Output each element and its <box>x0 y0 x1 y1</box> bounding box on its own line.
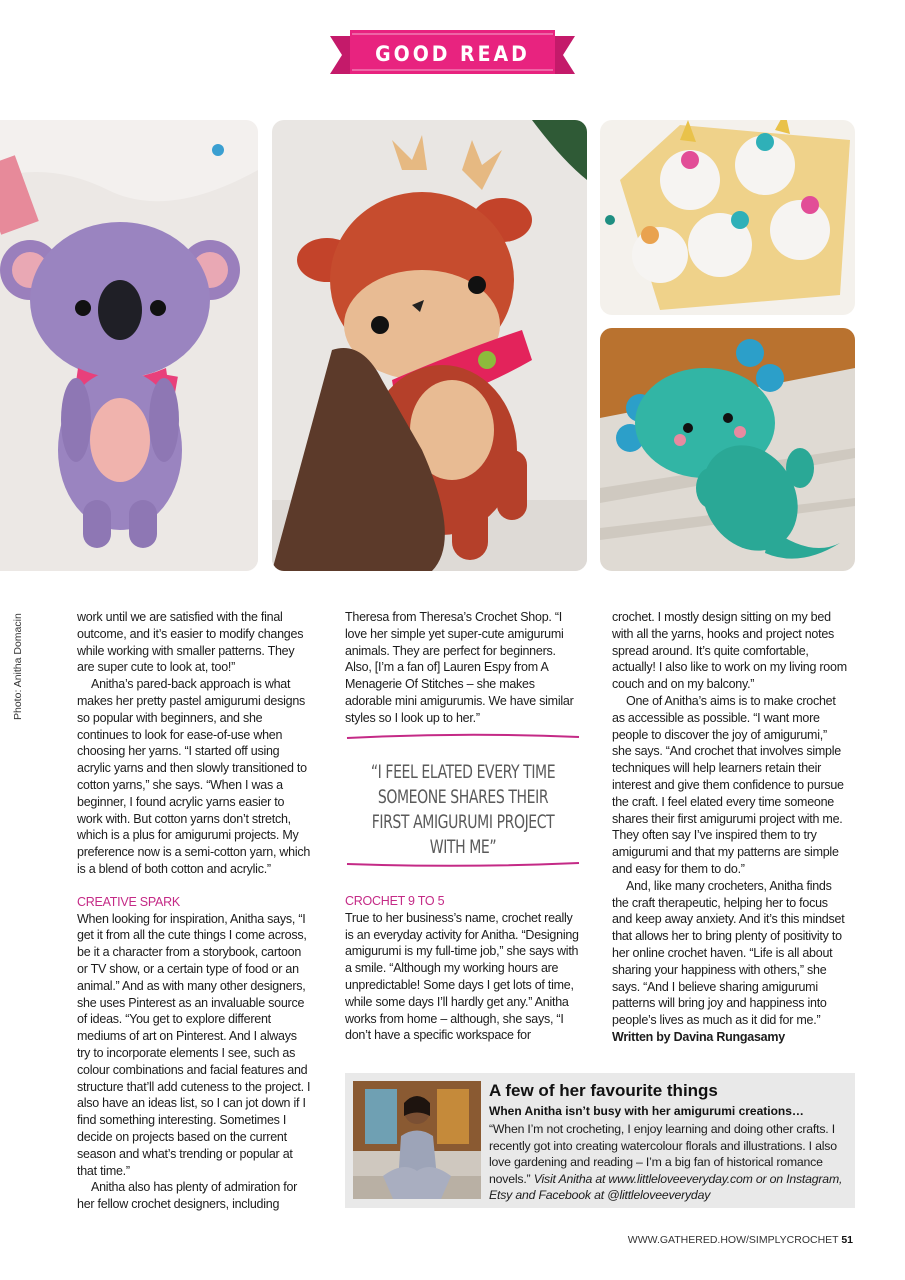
article-column-1 <box>77 609 312 1213</box>
pull-quote <box>345 730 581 870</box>
sidebar-quote: “When I’m not crocheting, I enjoy learning and doing other crafts. I recently got into creating watercolour florals and illustrations. I also love gardening and reading – I’m a big fan of historical romance novels.” <box>489 1122 837 1186</box>
article-column-3 <box>612 609 847 1046</box>
col1-paragraph-1: work until we are satisfied with the final outcome, and it’s easier to modify changes while working with smaller patterns. They are super cute to look at, too!” <box>77 610 304 675</box>
sidebar-visit-link[interactable]: Visit Anitha at www.littleloveeveryday.com or on Instagram, Etsy and Facebook at @littleloveeveryday <box>489 1171 843 1203</box>
sidebar-title: A few of her favourite things <box>489 1081 718 1100</box>
good-read-banner <box>330 30 575 78</box>
unicorn-amigurumi-photo <box>600 120 855 315</box>
col2-paragraph-1: Theresa from Theresa’s Crochet Shop. “I love her simple yet super-cute amigurumi animals. They are perfect for beginners. Also, [I’m a fan of] Lauren Espy from A Menagerie Of Stitches – she makes adorable mini amigurumis. We have similar styles so I look up to her.” <box>345 610 574 725</box>
subhead-creative-spark: CREATIVE SPARK <box>77 894 181 909</box>
favourite-things-box <box>345 1073 855 1208</box>
col1-paragraph-2: Anitha’s pared-back approach is what makes her pretty pastel amigurumi designs so popular with beginners, and she continues to look for ease-of-use when choosing her yarns. “I started off using acrylic yarns and then slowly transitioned to cotton yarns,” she says. “When I was a beginner, I found acrylic yarns easier to work with. But cotton yarns don’t stretch, which is a plus for amigurumi projects. My preference now is a semi-cotton yarn, which is a blend of both cotton and acrylic.” <box>77 677 311 876</box>
page-number: 51 <box>841 1234 853 1246</box>
anitha-portrait-photo <box>353 1081 481 1199</box>
footer-url[interactable]: WWW.GATHERED.HOW/SIMPLYCROCHET <box>627 1234 839 1246</box>
byline: Written by Davina Rungasamy <box>612 1029 785 1044</box>
col1-paragraph-4: Anitha also has plenty of admiration for her fellow crochet designers, including <box>77 1180 298 1212</box>
col3-paragraph-3: And, like many crocheters, Anitha finds the craft therapeutic, helping her to focus and keep away anxiety. And it’s this mindset that allows her to bring plenty of positivity to her online crochet haven. “Life is all about sharing your happiness with others,” she says. “And I believe sharing amigurumi patterns will bring joy and happiness into people’s lives as much as it did for me.” <box>612 878 845 1028</box>
col3-paragraph-2: One of Anitha’s aims is to make crochet as accessible as possible. “I want more people to discover the joy of amigurumi,” she says. “And crochet that involves simple techniques will help learners retain their interest and give them confidence to pursue the craft. I feel elated every time someone shares their first amigurumi project with me. They often say I’ve inspired them to try amigurumi and that my patterns are simple and easy for them to do.” <box>612 693 844 876</box>
photo-credit: Photo: Anitha Domacin <box>12 613 24 720</box>
article-column-2 <box>345 609 580 727</box>
col2-paragraph-2: True to her business’s name, crochet really is an everyday activity for Anitha. “Designing amigurumi is my full-time job,” she says with a smile. “Although my working hours are unpredictable! Some days I get lots of time, while some days I’ll hardly get any.” Anitha works from home – although, she says, “I don’t have a specific workspace for <box>345 910 579 1043</box>
sidebar-body <box>489 1121 849 1204</box>
koala-amigurumi-photo <box>0 120 258 571</box>
banner-label: GOOD READ <box>375 42 530 66</box>
pull-quote-text: “I FEEL ELATED EVERY TIME SOMEONE SHARES THEIR FIRST AMIGURUMI PROJECT WITH ME” <box>370 761 556 858</box>
page-footer <box>628 1234 853 1246</box>
col1-paragraph-3: When looking for inspiration, Anitha says, “I get it from all the cute things I come across, be it a character from a storybook, cartoon or TV show, or a certain type of food or an animal.” And as with many other designers, she uses Pinterest as an invaluable source of ideas. “You get to explore different mediums of art on Pinterest. And I always try to incorporate elements I see, such as colour combinations and facial features and structure that’ll add cuteness to the project. I also have an ideas list, so I can jot down if I find something interesting. Sometimes I decide on projects based on the current season and what’s trending or popular at that time.” <box>77 911 311 1178</box>
axolotl-amigurumi-photo <box>600 328 855 571</box>
col3-paragraph-1: crochet. I mostly design sitting on my bed with all the yarns, hooks and project notes spread around. It’s quite comfortable, actually! I also like to work on my living room couch and on my balcony.” <box>612 610 847 692</box>
article-column-2-lower <box>345 893 580 1044</box>
sidebar-lede: When Anitha isn’t busy with her amigurumi creations… <box>489 1104 804 1118</box>
deer-amigurumi-photo <box>272 120 587 571</box>
subhead-crochet-9-to-5: CROCHET 9 TO 5 <box>345 894 445 908</box>
